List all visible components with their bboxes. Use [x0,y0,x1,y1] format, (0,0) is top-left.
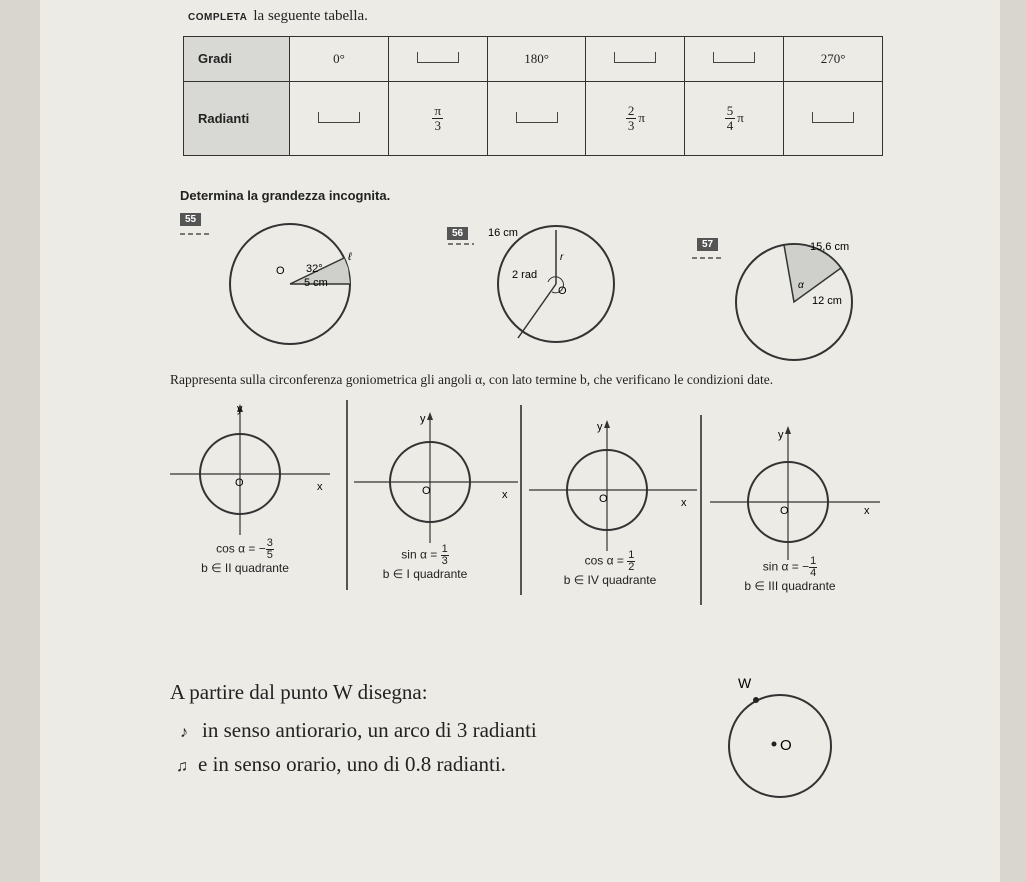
cell-rad-2 [388,81,487,155]
table-row-gradi [184,37,883,82]
point-w [753,697,759,703]
arc-label: 15,6 cm [810,241,850,253]
quadrant-label: b ∈ I quadrante [382,567,468,581]
y-axis-label: y [778,429,784,441]
angle-label: 32° [306,263,323,275]
blank-box [614,52,656,63]
x-axis-label: x [502,489,508,501]
music-note-icon: ♪ [180,724,188,741]
y-axis-label: y [597,421,603,433]
quadrant-label: b ∈ III quadrante [744,579,836,593]
blank-box [516,112,558,123]
section3-intro: A partire dal punto W disegna: [170,680,428,704]
exercise-55-figure [180,212,370,352]
list-item-2: ♫ e in senso orario, uno di 0.8 radianti. [176,752,506,776]
x-axis-label: x [681,497,687,509]
section2-title: Rappresenta sulla circonferenza goniometrica gli angoli α, con lato termine b, che verificano le condizioni date. [170,372,774,387]
origin-label: O [780,505,789,517]
point-w-figure[interactable] [722,668,842,804]
divider [346,400,348,590]
instruction-keyword: COMPLETA [188,12,248,23]
x-axis-label: x [864,505,870,517]
conversion-table [183,36,883,156]
cell-gradi-1: 0° [290,37,389,82]
x-axis-label: x [317,481,323,493]
radius-label: 5 cm [304,277,328,289]
unit-circle-panel-1[interactable] [165,400,345,540]
cell-rad-5: $\frac{5}{4}$ π [685,81,784,155]
condition-panel-2: sin α = $\frac{1}{3}$ b ∈ I quadrante [364,544,486,583]
exercise-badge-55: 55 [180,213,201,226]
unit-circle-panel-3[interactable] [525,416,703,556]
y-axis-label: y [237,403,243,415]
arc-label: ℓ [348,251,352,263]
center-label: O [276,265,285,277]
condition-panel-4: sin α = − $\frac{1}{4}$ b ∈ III quadrante [728,556,852,595]
unit-circle-panel-4[interactable] [706,422,886,562]
radius-label: 12 cm [812,295,842,307]
cell-rad-3[interactable] [487,81,586,155]
table-row-radianti [184,81,883,155]
center-label: O [780,737,792,754]
unit-circle-panel-2[interactable] [350,408,522,548]
cell-rad-4: $\frac{2}{3}$ π [586,81,685,155]
cell-gradi-4[interactable] [586,37,685,82]
y-axis-label: y [420,413,426,425]
section1-title: Determina la grandezza incognita. [180,188,391,203]
origin-label: O [599,493,608,505]
fraction-2-3: $\frac{2}{3}$ [627,103,635,133]
blank-box [713,52,755,63]
instruction-text: la seguente tabella. [253,8,368,24]
angle-label: 2 rad [512,269,538,281]
origin-label: O [422,485,431,497]
cell-rad-1[interactable] [290,81,389,155]
exercise-badge-57: 57 [697,238,718,251]
cell-gradi-3: 180° [487,37,586,82]
center-label: O [558,285,567,297]
blank-box [318,112,360,123]
row-label-gradi: Gradi [184,37,290,82]
radius-label: r [560,252,564,263]
fraction-5-4: $\frac{5}{4}$ [726,103,734,133]
condition-panel-3: cos α = $\frac{1}{2}$ b ∈ IV quadrante [548,550,672,589]
beamed-notes-icon: ♫ [176,758,188,775]
quadrant-label: b ∈ IV quadrante [563,573,657,587]
exercise-56-figure [440,222,630,352]
center-dot [772,742,777,747]
cell-gradi-2[interactable] [388,37,487,82]
row-label-radianti: Radianti [184,81,290,155]
quadrant-label: b ∈ II quadrante [201,561,289,575]
list-item-1: ♪ in senso antiorario, un arco di 3 radianti [180,718,537,742]
exercise-57-figure [688,236,878,366]
arc-label: 16 cm [488,227,518,239]
cell-gradi-6: 270° [784,37,883,82]
point-w-label: W [738,675,752,691]
exercise-badge-56: 56 [447,227,468,240]
angle-label: α [798,280,804,291]
blank-box [417,52,459,63]
origin-label: O [235,477,244,489]
condition-panel-1: cos α = − $\frac{3}{5}$ b ∈ II quadrante [185,538,305,577]
blank-box [812,112,854,123]
table-instruction [188,8,368,25]
cell-rad-6[interactable] [784,81,883,155]
cell-gradi-5[interactable] [685,37,784,82]
fraction-pi-3: $\frac{\pi}{3}$ [434,103,442,133]
